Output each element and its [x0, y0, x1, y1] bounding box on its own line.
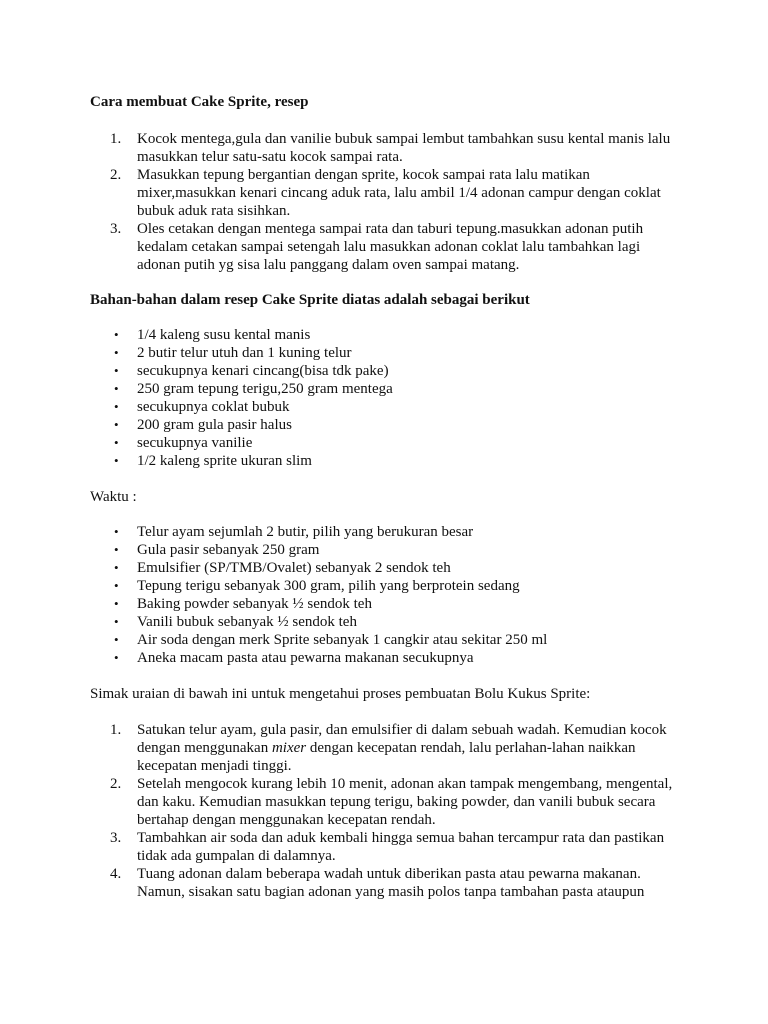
list-item — [0, 649, 697, 667]
bullet-icon: • — [114, 399, 119, 414]
recipe-steps-list — [0, 130, 768, 274]
bullet-icon: • — [114, 435, 119, 450]
list-item-text: Aneka macam pasta atau pewarna makanan secukupnya — [137, 650, 474, 666]
list-item-line: bubuk aduk rata sisihkan. — [137, 203, 291, 219]
list-item-text: 250 gram tepung terigu,250 gram mentega — [137, 381, 393, 397]
list-item — [0, 166, 697, 220]
list-item-line: Kocok mentega,gula dan vanilie bubuk sampai lembut tambahkan susu kental manis lalu — [137, 131, 671, 147]
list-item — [0, 631, 697, 649]
list-item-line: kedalam cetakan sampai setengah lalu masukkan adonan coklat lalu tambahkan lagi — [137, 239, 641, 255]
list-item — [0, 434, 697, 452]
bullet-icon: • — [114, 381, 119, 396]
list-item-line: Oles cetakan dengan mentega sampai rata dan taburi tepung.masukkan adonan putih — [137, 221, 644, 237]
list-item — [0, 577, 697, 595]
list-item-text: secukupnya coklat bubuk — [137, 399, 290, 415]
text-run: dengan kecepatan rendah, lalu perlahan-lahan naikkan — [306, 740, 636, 756]
list-item — [0, 452, 697, 470]
list-item — [0, 130, 697, 166]
list-item — [0, 829, 697, 865]
list-item — [0, 344, 697, 362]
list-number: 3. — [110, 221, 122, 237]
list-item-line: Tuang adonan dalam beberapa wadah untuk diberikan pasta atau pewarna makanan. — [137, 866, 641, 882]
list-item-text: 1/2 kaleng sprite ukuran slim — [137, 453, 312, 469]
list-item-line: masukkan telur satu-satu kocok sampai rata. — [137, 149, 403, 165]
list-item-line: Tambahkan air soda dan aduk kembali hingga semua bahan tercampur rata dan pastikan — [137, 830, 665, 846]
bullet-icon: • — [114, 345, 119, 360]
text-run: dengan menggunakan — [137, 740, 272, 756]
list-number: 2. — [110, 776, 122, 792]
waktu-label: Waktu : — [90, 489, 137, 505]
list-item-text: Air soda dengan merk Sprite sebanyak 1 cangkir atau sekitar 250 ml — [137, 632, 548, 648]
list-item — [0, 326, 697, 344]
bullet-icon: • — [114, 650, 119, 665]
list-number: 1. — [110, 131, 122, 147]
intro-paragraph: Simak uraian di bawah ini untuk mengetahui proses pembuatan Bolu Kukus Sprite: — [90, 686, 591, 702]
list-number: 2. — [110, 167, 122, 183]
ingredients-list — [0, 326, 768, 470]
bullet-icon: • — [114, 560, 119, 575]
bullet-icon: • — [114, 417, 119, 432]
list-item-line: Namun, sisakan satu bagian adonan yang masih polos tanpa tambahan pasta ataupun — [137, 884, 645, 900]
list-item-line — [137, 739, 697, 757]
list-item-line: Setelah mengocok kurang lebih 10 menit, adonan akan tampak mengembang, mengental, — [137, 776, 673, 792]
list-number: 1. — [110, 722, 122, 738]
ingredients-heading: Bahan-bahan dalam resep Cake Sprite diatas adalah sebagai berikut — [90, 292, 530, 308]
list-number: 3. — [110, 830, 122, 846]
list-item — [0, 416, 697, 434]
list-item — [0, 595, 697, 613]
bullet-icon: • — [114, 327, 119, 342]
italic-word: mixer — [271, 740, 307, 756]
list-item-line: dan kaku. Kemudian masukkan tepung terigu, baking powder, dan vanili bubuk secara — [137, 794, 656, 810]
list-item — [0, 523, 697, 541]
list-item — [0, 721, 697, 775]
bolu-steps-list — [0, 721, 768, 901]
list-item-text: 200 gram gula pasir halus — [137, 417, 292, 433]
bullet-icon: • — [114, 614, 119, 629]
list-item-text: Vanili bubuk sebanyak ½ sendok teh — [137, 614, 357, 630]
list-item-text: Emulsifier (SP/TMB/Ovalet) sebanyak 2 sendok teh — [137, 560, 451, 576]
list-item-text: Baking powder sebanyak ½ sendok teh — [137, 596, 372, 612]
recipe-title: Cara membuat Cake Sprite, resep — [90, 94, 309, 110]
list-item-text: secukupnya vanilie — [137, 435, 253, 451]
bullet-icon: • — [114, 542, 119, 557]
list-item-line: kecepatan menjadi tinggi. — [137, 758, 292, 774]
list-item — [0, 362, 697, 380]
list-item — [0, 559, 697, 577]
bolu-ingredients-list — [0, 523, 768, 667]
list-item-line: mixer,masukkan kenari cincang aduk rata, lalu ambil 1/4 adonan campur dengan coklat — [137, 185, 661, 201]
list-item-text: secukupnya kenari cincang(bisa tdk pake) — [137, 363, 389, 379]
list-item-text: Tepung terigu sebanyak 300 gram, pilih yang berprotein sedang — [137, 578, 520, 594]
bullet-icon: • — [114, 632, 119, 647]
bullet-icon: • — [114, 363, 119, 378]
list-item-text: Gula pasir sebanyak 250 gram — [137, 542, 320, 558]
list-item — [0, 865, 697, 901]
list-item — [0, 398, 697, 416]
list-item — [0, 541, 697, 559]
list-item-text: Telur ayam sejumlah 2 butir, pilih yang berukuran besar — [137, 524, 474, 540]
list-item — [0, 775, 697, 829]
list-item — [0, 220, 697, 274]
list-item — [0, 380, 697, 398]
list-item-line: Masukkan tepung bergantian dengan sprite, kocok sampai rata lalu matikan — [137, 167, 590, 183]
bullet-icon: • — [114, 596, 119, 611]
list-item-line: bertahap dengan menggunakan kecepatan rendah. — [137, 812, 436, 828]
list-item-line: Satukan telur ayam, gula pasir, dan emulsifier di dalam sebuah wadah. Kemudian kocok — [137, 722, 667, 738]
list-item-line: tidak ada gumpalan di dalamnya. — [137, 848, 336, 864]
bullet-icon: • — [114, 453, 119, 468]
list-item-text: 1/4 kaleng susu kental manis — [137, 327, 311, 343]
bullet-icon: • — [114, 524, 119, 539]
list-item — [0, 613, 697, 631]
list-item-line: adonan putih yg sisa lalu panggang dalam oven sampai matang. — [137, 257, 520, 273]
list-number: 4. — [110, 866, 122, 882]
list-item-text: 2 butir telur utuh dan 1 kuning telur — [137, 345, 352, 361]
bullet-icon: • — [114, 578, 119, 593]
